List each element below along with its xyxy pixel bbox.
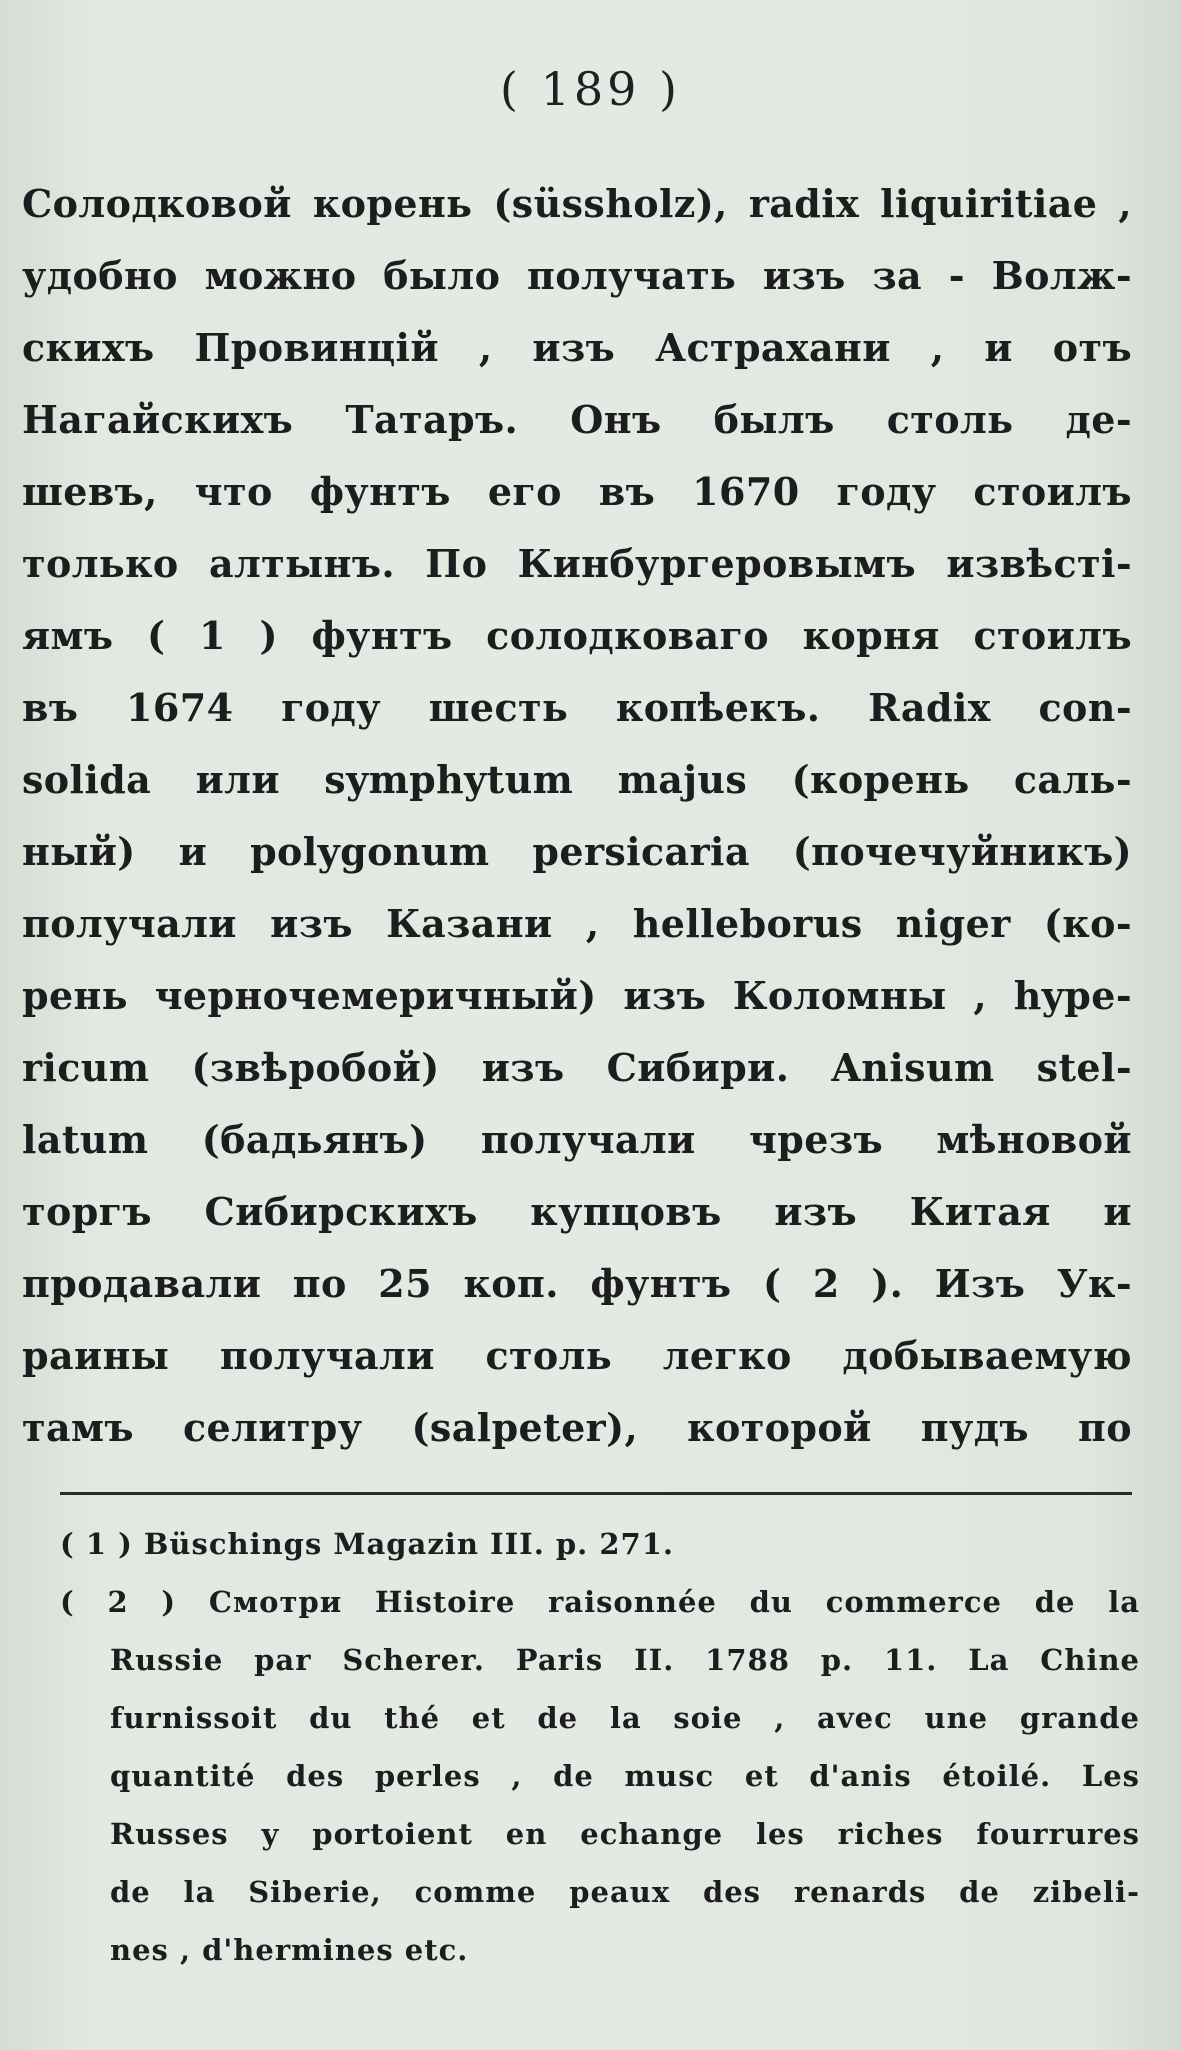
page-number: ( 189 )	[500, 62, 681, 116]
footnote-line: ( 2 ) Смотри Histoire raisonnée du commerce de la	[60, 1585, 1140, 1619]
footnote-divider	[60, 1492, 1132, 1495]
text-line: Солодковой корень (süssholz), radix liquiritiae ,	[22, 181, 1132, 226]
footnotes	[60, 1515, 1140, 1979]
text-line: Нагайскихъ Татаръ. Онъ былъ столь де-	[22, 397, 1132, 442]
footnote-line: furnissoit du thé et de la soie , avec une grande	[110, 1701, 1140, 1735]
text-line: получали изъ Казани , helleborus niger (ко-	[22, 901, 1132, 946]
footnote-line: Russie par Scherer. Paris II. 1788 p. 11. La Chine	[110, 1643, 1140, 1677]
text-line: рень черночемеричный) изъ Коломны , hype-	[22, 973, 1132, 1018]
main-text	[22, 168, 1132, 1464]
text-line: торгъ Сибирскихъ купцовъ изъ Китая и	[22, 1189, 1132, 1234]
text-line: ный) и polygonum persicaria (почечуйникъ)	[22, 829, 1132, 874]
text-line: тамъ селитру (salpeter), которой пудъ по	[22, 1405, 1132, 1450]
text-line: latum (бадьянъ) получали чрезъ мѣновой	[22, 1117, 1132, 1162]
footnote-line: quantité des perles , de musc et d'anis étoilé. Les	[110, 1759, 1140, 1793]
text-line: только алтынъ. По Кинбургеровымъ извѣсті-	[22, 541, 1132, 586]
text-line: ямъ ( 1 ) фунтъ солодковаго корня стоилъ	[22, 613, 1132, 658]
footnote-line: nes , d'hermines etc.	[110, 1933, 469, 1967]
footnote-line: ( 1 ) Büschings Magazin III. p. 271.	[60, 1527, 674, 1561]
text-line: удобно можно было получать изъ за - Волж-	[22, 253, 1132, 298]
text-line: продавали по 25 коп. фунтъ ( 2 ). Изъ Ук-	[22, 1261, 1132, 1306]
text-line: раины получали столь легко добываемую	[22, 1333, 1132, 1378]
text-line: solida или symphytum majus (корень саль-	[22, 757, 1132, 802]
text-line: шевъ, что фунтъ его въ 1670 году стоилъ	[22, 469, 1132, 514]
text-line: ricum (звѣробой) изъ Сибири. Anisum stel-	[22, 1045, 1132, 1090]
footnote-line: de la Siberie, comme peaux des renards de zibeli-	[110, 1875, 1140, 1909]
text-line: скихъ Провинцій , изъ Астрахани , и отъ	[22, 325, 1132, 370]
text-line: въ 1674 году шесть копѣекъ. Radix con-	[22, 685, 1132, 730]
footnote-line: Russes y portoient en echange les riches fourrures	[110, 1817, 1140, 1851]
